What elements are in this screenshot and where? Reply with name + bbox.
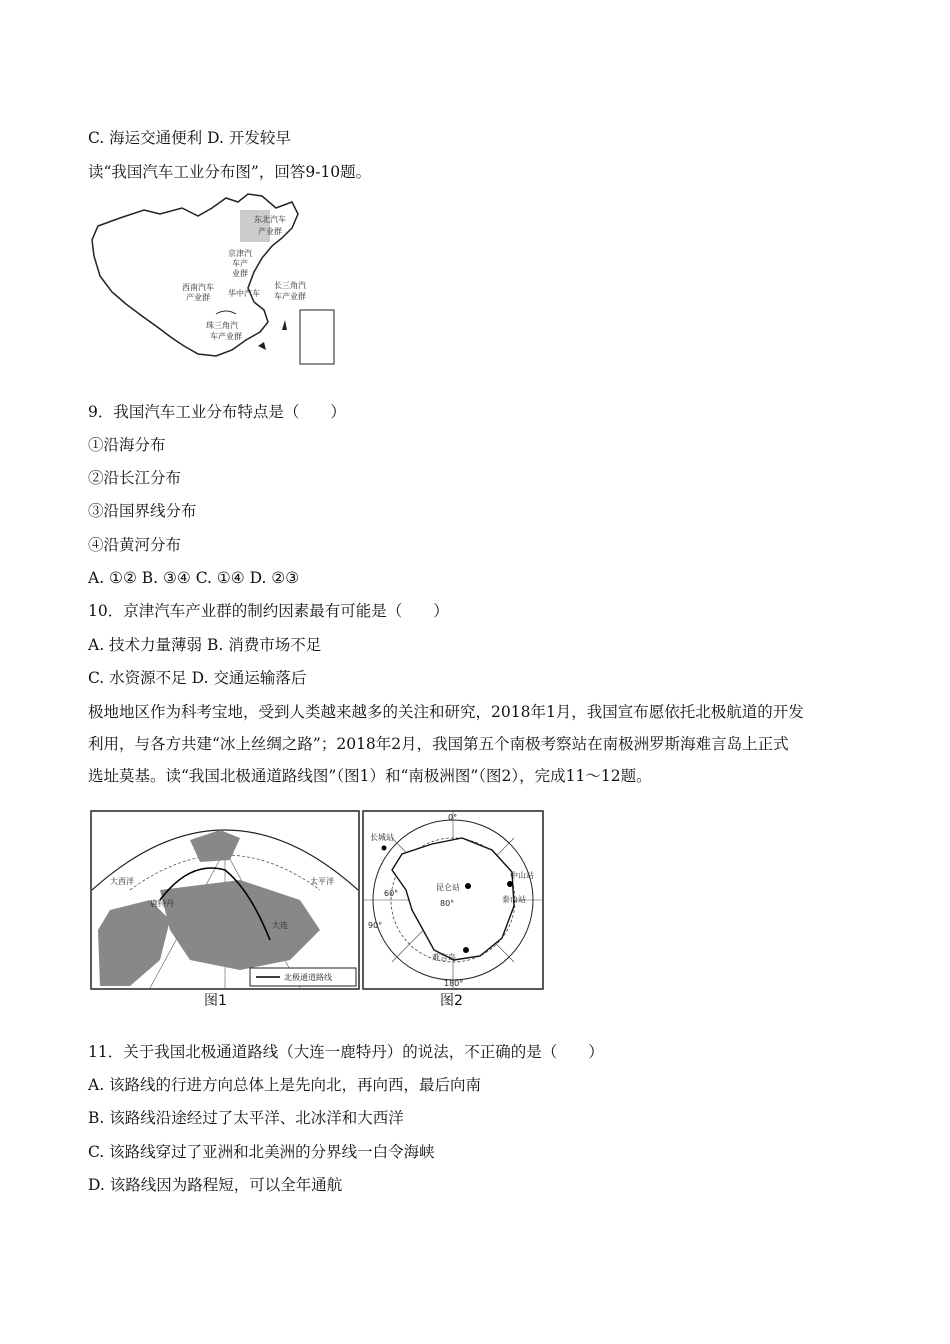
- south-china-sea-inset: [300, 310, 334, 364]
- q9-option-2: ②沿长江分布: [88, 469, 182, 487]
- passage-line-2: 利用，与各方共建“冰上丝绸之路”；2018年2月，我国第五个南极考察站在南极洲罗斯海难言岛上正式: [88, 735, 789, 753]
- nanyan-marker: [463, 947, 469, 953]
- label-southwest-2: 产业群: [186, 293, 210, 302]
- intro-9-10: 读“我国汽车工业分布图”，回答9-10题。: [88, 163, 372, 181]
- label-dalian: 大连: [272, 921, 288, 930]
- q9-choices: A. ①② B. ③④ C. ①④ D. ②③: [88, 569, 300, 587]
- label-northeast-1: 东北汽车: [254, 215, 286, 224]
- antarctica-map: [362, 810, 544, 990]
- q9-option-4: ④沿黄河分布: [88, 536, 182, 554]
- fig1-caption: 图1: [204, 993, 227, 1009]
- label-jingjin-2: 车产: [232, 259, 248, 268]
- label-yangtze-2: 车产业群: [274, 292, 306, 301]
- q11-option-d: D. 该路线因为路程短，可以全年通航: [88, 1176, 343, 1194]
- taiwan-island: [282, 320, 287, 330]
- q8-options-cd: C. 海运交通便利 D. 开发较早: [88, 129, 291, 147]
- label-yangtze-1: 长三角汽: [274, 281, 306, 290]
- label-pearl-1: 珠三角汽: [206, 321, 238, 330]
- label-deg90: 90°: [368, 921, 383, 930]
- label-northeast-2: 产业群: [258, 227, 282, 236]
- q11-option-c: C. 该路线穿过了亚洲和北美洲的分界线一白令海峡: [88, 1143, 435, 1161]
- great-wall-marker: [382, 846, 387, 851]
- q11-option-b: B. 该路线沿途经过了太平洋、北冰洋和大西洋: [88, 1109, 404, 1127]
- q9-stem: 9．我国汽车工业分布特点是（ ）: [88, 403, 346, 421]
- passage-line-1: 极地地区作为科考宝地，受到人类越来越多的关注和研究，2018年1月，我国宣布愿依托北极航道的开发: [88, 703, 804, 721]
- label-deg80: 80°: [440, 899, 455, 908]
- fig2-caption: 图2: [440, 993, 463, 1009]
- zhongshan-marker: [507, 881, 513, 887]
- passage-11-12: [88, 696, 868, 792]
- label-jingjin-3: 业群: [232, 269, 248, 278]
- label-kunlun: 昆仑站: [436, 883, 460, 892]
- label-taishan: 泰山站: [502, 895, 526, 904]
- label-pearl-2: 车产业群: [210, 332, 242, 341]
- passage-line-3: 选址莫基。读“我国北极通道路线图”（图1）和“南极洲图”（图2），完成11～12题。: [88, 767, 652, 785]
- label-deg60: 60°: [384, 889, 399, 898]
- fig1-legend-label: 北极通道路线: [284, 973, 332, 982]
- label-zhongshan: 中山站: [510, 871, 534, 880]
- yangtze-river: [216, 311, 236, 314]
- china-auto-industry-map: [86, 192, 338, 368]
- label-atlantic: 大西洋: [110, 877, 134, 886]
- q10-options-ab: A. 技术力量薄弱 B. 消费市场不足: [88, 636, 322, 654]
- label-central: 华中汽车: [228, 289, 260, 298]
- q11-option-a: A. 该路线的行进方向总体上是先向北，再向西，最后向南: [88, 1076, 482, 1094]
- label-deg0: 0°: [448, 813, 458, 822]
- q10-stem: 10．京津汽车产业群的制约因素最有可能是（ ）: [88, 602, 449, 620]
- label-jingjin-1: 京津汽: [228, 249, 252, 258]
- label-pacific: 太平洋: [310, 877, 334, 886]
- label-southwest-1: 西南汽车: [182, 283, 214, 292]
- hainan-island: [258, 342, 266, 350]
- arctic-route-map: [90, 810, 360, 990]
- q10-options-cd: C. 水资源不足 D. 交通运输落后: [88, 669, 307, 687]
- q11-stem: 11．关于我国北极通道路线（大连一鹿特丹）的说法，不正确的是（ ）: [88, 1043, 604, 1061]
- label-great-wall: 长城站: [370, 833, 394, 842]
- kunlun-marker: [465, 883, 471, 889]
- q9-option-1: ①沿海分布: [88, 436, 166, 454]
- q9-option-3: ③沿国界线分布: [88, 502, 197, 520]
- label-deg180: 180°: [444, 979, 464, 988]
- label-rotterdam: 鹿特丹: [150, 899, 174, 908]
- label-nanyan: 难言岛: [432, 953, 456, 962]
